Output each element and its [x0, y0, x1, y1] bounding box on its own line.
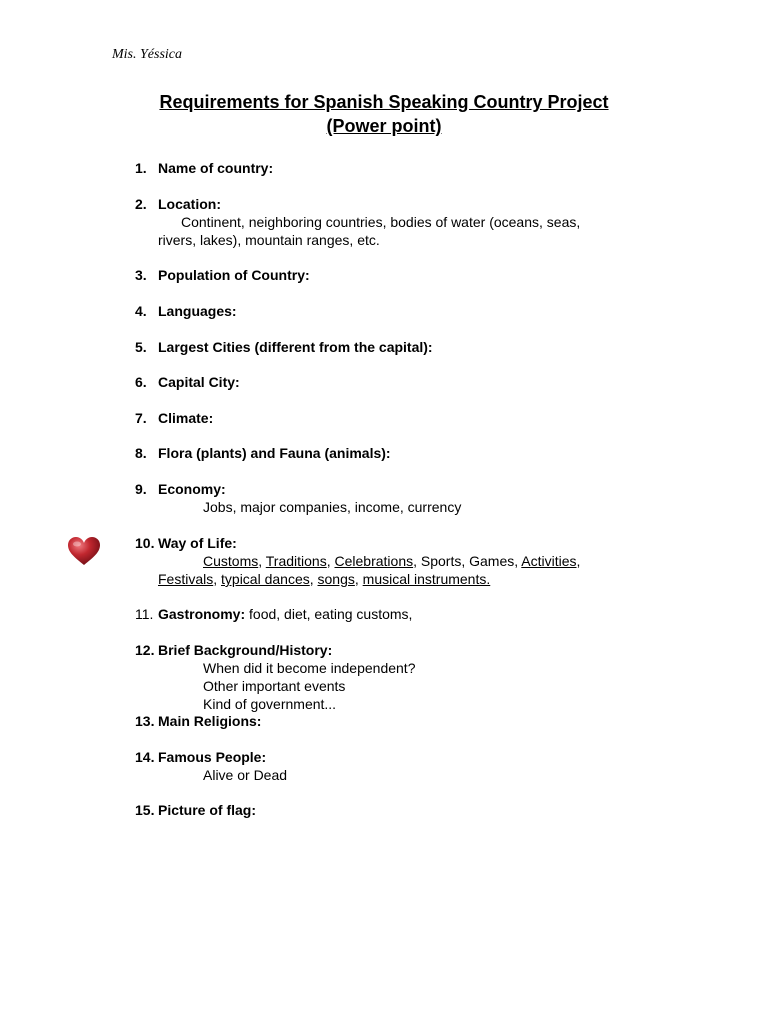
item-label: Name of country: — [158, 160, 274, 176]
item-label: Capital City: — [158, 374, 240, 390]
gastronomy-label: Gastronomy: — [158, 606, 246, 622]
item-number: 14. — [135, 749, 155, 765]
author-name: Mis. Yéssica — [112, 47, 182, 62]
traditions-term: Traditions — [265, 553, 327, 569]
item-label: Largest Cities (different from the capital): — [158, 339, 433, 355]
item-number: 10. — [135, 535, 155, 551]
history-detail-2: Other important events — [203, 678, 346, 694]
item-label: Picture of flag: — [158, 802, 257, 818]
item-label — [158, 605, 412, 623]
title-line-2: (Power point) — [326, 116, 442, 136]
heart-icon — [66, 535, 102, 567]
item-number: 1. — [135, 160, 147, 176]
item-number: 12. — [135, 642, 155, 658]
history-detail-3: Kind of government... — [203, 696, 337, 712]
item-number: 4. — [135, 303, 147, 319]
item-number: 5. — [135, 339, 147, 355]
instruments-term: musical instruments. — [362, 571, 491, 587]
activities-term: Activities — [521, 553, 577, 569]
item-label: Brief Background/History: — [158, 642, 333, 658]
item-label: Languages: — [158, 303, 237, 319]
item-label: Flora (plants) and Fauna (animals): — [158, 445, 391, 461]
document-title — [0, 90, 768, 138]
sports-games-text: Sports, Games, — [420, 553, 519, 569]
item-label: Location: — [158, 196, 221, 212]
item-number: 11. — [135, 606, 154, 622]
item-number: 2. — [135, 196, 147, 212]
item-number: 3. — [135, 267, 147, 283]
way-of-life-line-1: Customs, Traditions, Celebrations, Sports, Games, Activities, — [203, 553, 581, 569]
title-line-1: Requirements for Spanish Speaking Country Project — [159, 92, 609, 112]
item-label: Main Religions: — [158, 713, 262, 729]
item-number: 6. — [135, 374, 147, 390]
item-label: Way of Life: — [158, 535, 237, 551]
item-label: Population of Country: — [158, 267, 310, 283]
songs-term: songs — [317, 571, 355, 587]
festivals-term: Festivals — [158, 571, 214, 587]
dances-term: typical dances — [221, 571, 310, 587]
economy-detail: Jobs, major companies, income, currency — [203, 499, 462, 515]
location-detail-line-2: rivers, lakes), mountain ranges, etc. — [158, 232, 380, 248]
gastronomy-detail: food, diet, eating customs, — [249, 606, 413, 622]
way-of-life-line-2: Festivals, typical dances, songs, musical instruments. — [158, 571, 491, 587]
history-detail-1: When did it become independent? — [203, 660, 416, 676]
item-label: Economy: — [158, 481, 226, 497]
celebrations-term: Celebrations — [334, 553, 414, 569]
item-number: 9. — [135, 481, 147, 497]
item-label: Climate: — [158, 410, 214, 426]
famous-people-detail: Alive or Dead — [203, 767, 288, 783]
location-detail-line-1: Continent, neighboring countries, bodies of water (oceans, seas, — [181, 214, 581, 230]
item-label: Famous People: — [158, 749, 267, 765]
item-number: 7. — [135, 410, 147, 426]
item-number: 13. — [135, 713, 155, 729]
customs-term: Customs — [203, 553, 259, 569]
item-number: 15. — [135, 802, 155, 818]
item-number: 8. — [135, 445, 147, 461]
